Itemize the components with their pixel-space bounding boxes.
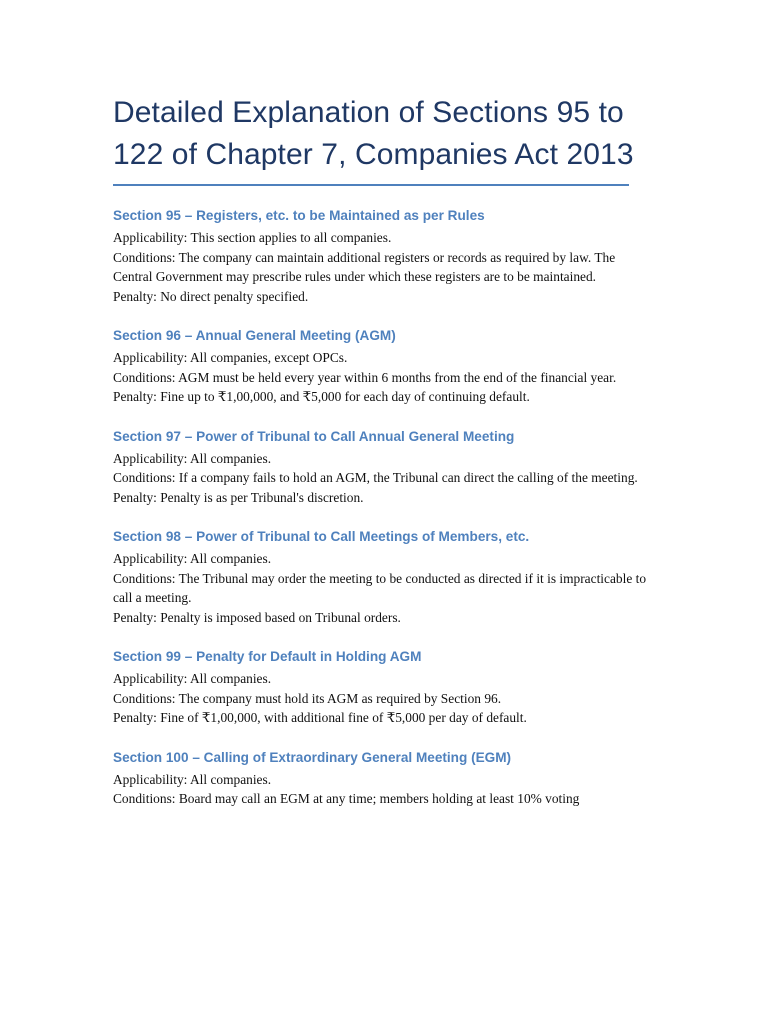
section-96: [113, 326, 648, 407]
section-penalty: Penalty: No direct penalty specified.: [113, 288, 309, 304]
section-99: [113, 647, 648, 728]
section-applicability: Applicability: All companies.: [113, 450, 272, 466]
section-conditions: Conditions: AGM must be held every year within 6 months from the end of the financial year.: [113, 369, 617, 385]
section-98: [113, 527, 648, 627]
document-page: [113, 92, 648, 809]
section-heading: Section 95 – Registers, etc. to be Maintained as per Rules: [113, 208, 485, 223]
section-conditions: Conditions: The Tribunal may order the meeting to be conducted as directed if it is impracticable to call a meeting.: [113, 570, 647, 605]
title-underline: [113, 184, 629, 186]
section-heading: Section 96 – Annual General Meeting (AGM): [113, 328, 396, 343]
section-heading: Section 100 – Calling of Extraordinary General Meeting (EGM): [113, 749, 512, 765]
section-conditions: Conditions: The company must hold its AGM as required by Section 96.: [113, 690, 502, 706]
section-conditions: Conditions: Board may call an EGM at any time; members holding at least 10% voting: [113, 791, 580, 806]
section-penalty: Penalty: Fine up to ₹1,00,000, and ₹5,000 for each day of continuing default.: [113, 389, 530, 404]
section-applicability: Applicability: All companies.: [113, 551, 272, 566]
section-applicability: Applicability: This section applies to all companies.: [113, 230, 392, 245]
section-heading: Section 99 – Penalty for Default in Holding AGM: [113, 649, 422, 664]
section-100: [113, 748, 648, 809]
section-conditions: Conditions: If a company fails to hold an AGM, the Tribunal can direct the calling of the meeting.: [113, 470, 638, 485]
section-penalty: Penalty: Penalty is as per Tribunal's discretion.: [113, 489, 364, 505]
section-97: [113, 427, 648, 508]
section-heading: Section 97 – Power of Tribunal to Call Annual General Meeting: [113, 428, 515, 444]
section-penalty: Penalty: Penalty is imposed based on Tribunal orders.: [113, 609, 401, 625]
section-penalty: Penalty: Fine of ₹1,00,000, with additional fine of ₹5,000 per day of default.: [113, 710, 527, 725]
section-applicability: Applicability: All companies.: [113, 771, 272, 787]
section-applicability: Applicability: All companies, except OPCs.: [113, 350, 348, 365]
section-95: [113, 206, 648, 306]
sections-list: [113, 206, 648, 809]
section-heading: Section 98 – Power of Tribunal to Call Meetings of Members, etc.: [113, 529, 530, 544]
section-applicability: Applicability: All companies.: [113, 671, 272, 686]
document-title: Detailed Explanation of Sections 95 to 122 of Chapter 7, Companies Act 2013: [113, 96, 634, 171]
section-conditions: Conditions: The company can maintain additional registers or records as required by law. The Central Government may prescribe rules under which these registers are to be maintained.: [113, 249, 616, 284]
